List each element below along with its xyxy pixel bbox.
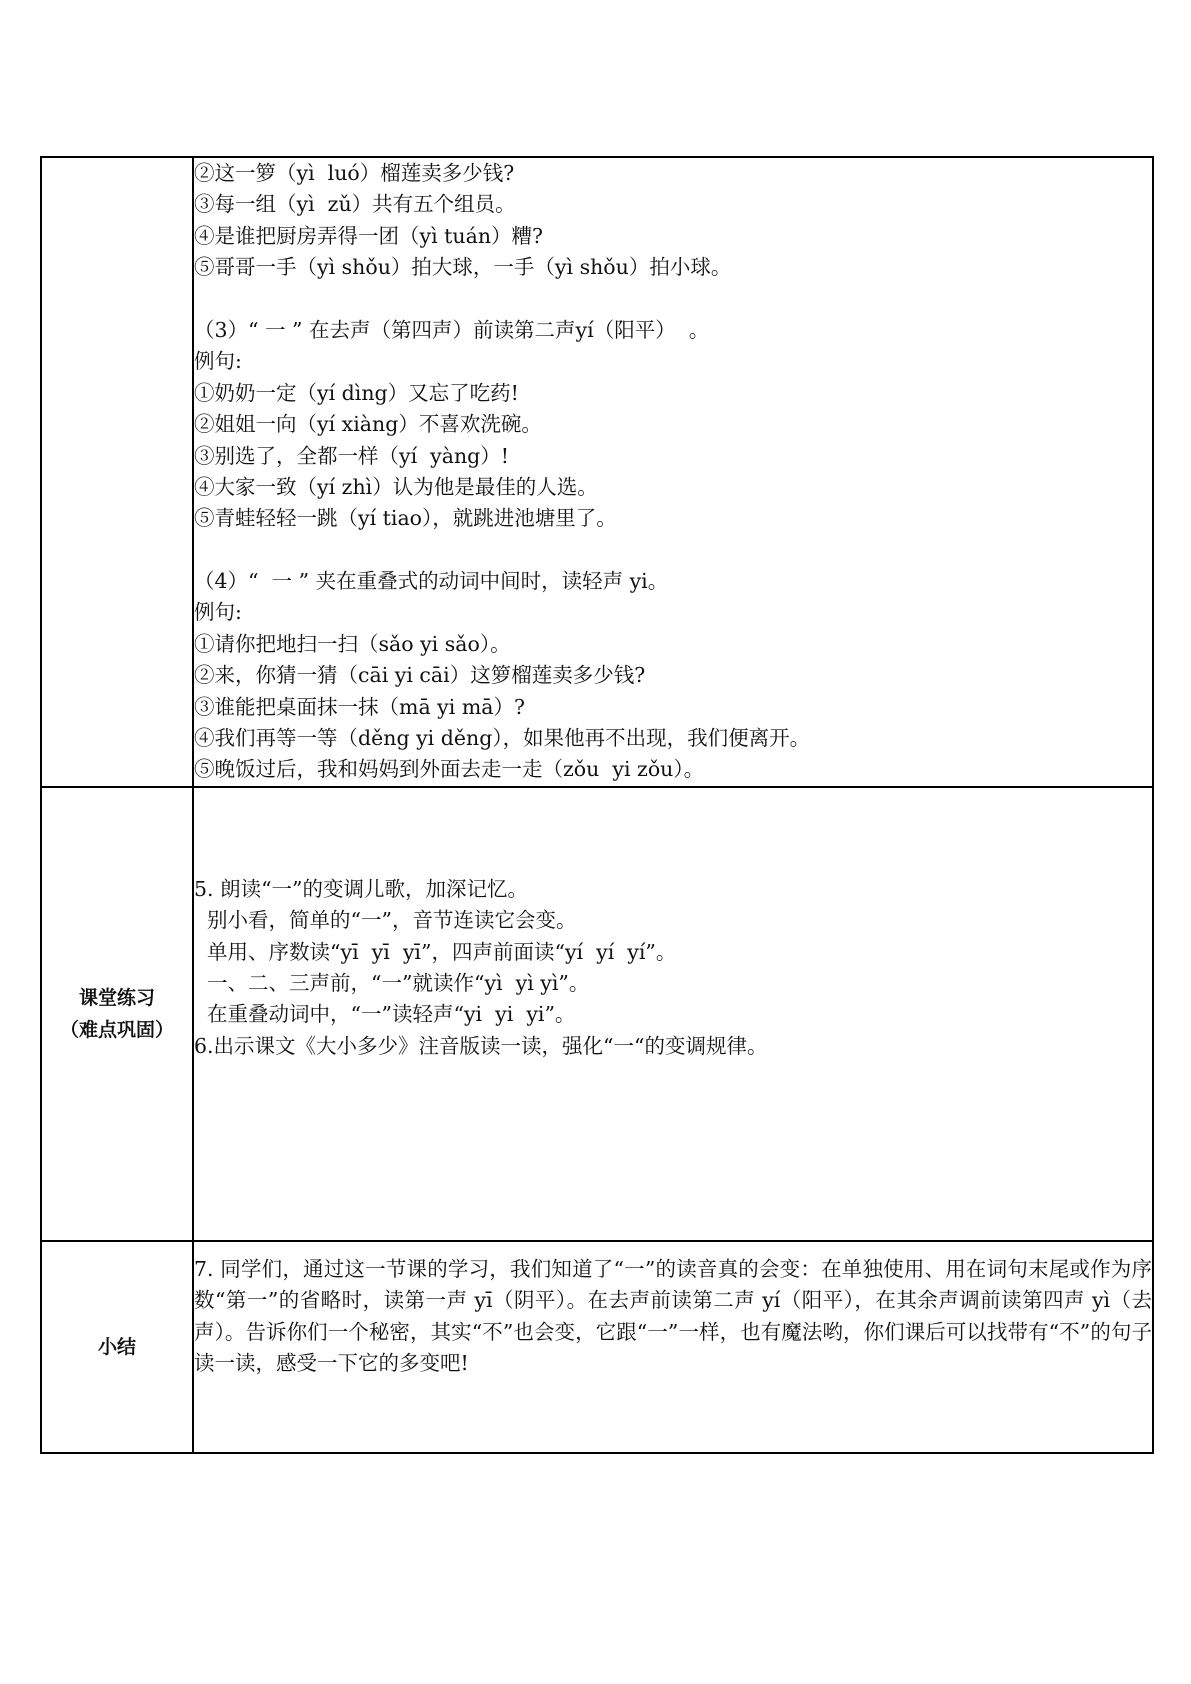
practice-sublabel: （难点巩固） (59, 1018, 174, 1041)
example-line: ①请你把地扫一扫（sǎo yi sǎo）。 (194, 631, 511, 656)
example-line: ④我们再等一等（děng yi děng），如果他再不出现，我们便离开。 (194, 726, 811, 751)
example-line: ①奶奶一定（yí dìng）又忘了吃药! (194, 380, 519, 405)
summary-label: 小结 (97, 1335, 136, 1358)
table-row-examples (41, 157, 1153, 787)
rhyme-line: 在重叠动词中，“一”读轻声“yi yi yi”。 (194, 1002, 576, 1027)
example-line: ②姐姐一向（yí xiàng）不喜欢洗碗。 (194, 412, 542, 437)
example-line: ③别选了，全都一样（yí yàng）! (194, 443, 510, 468)
examples-cell (193, 157, 1153, 787)
example-line: ④大家一致（yí zhì）认为他是最佳的人选。 (194, 474, 598, 499)
rule-heading: （3）“ 一 ” 在去声（第四声）前读第二声yí（阳平） 。 (194, 317, 710, 342)
rhyme-line: 单用、序数读“yī yī yī”，四声前面读“yí yí yí”。 (194, 939, 677, 964)
blank-line (194, 535, 1152, 566)
rule-heading: （4）“ 一 ” 夹在重叠式的动词中间时，读轻声 yi。 (194, 569, 669, 594)
summary-cell (193, 1241, 1153, 1453)
practice-cell (193, 787, 1153, 1241)
summary-label-cell (41, 1241, 193, 1453)
summary-paragraph: 7. 同学们，通过这一节课的学习，我们知道了“一”的读音真的会变：在单独使用、用在词句末尾或作为序数“第一”的省略时，读第一声 yī（阴平）。在去声前读第二声 yí（阳平），在其余声调前读第四声 yì（去声）。告诉你们一个秘密，其实“不”也会变，它跟“一”一样，也有魔法哟，你们课后可以找带有“不”的句子读一读，感受一下它的多变吧! (194, 1256, 1152, 1376)
example-line: ③每一组（yì zǔ）共有五个组员。 (194, 192, 516, 217)
rhyme-line: 别小看，简单的“一”，音节连读它会变。 (194, 908, 577, 933)
practice-label-cell (41, 787, 193, 1241)
example-line: ②来，你猜一猜（cāi yi cāi）这箩榴莲卖多少钱? (194, 663, 646, 688)
practice-label: 课堂练习 (78, 986, 155, 1009)
example-line: ⑤哥哥一手（yì shǒu）拍大球，一手（yì shǒu）拍小球。 (194, 255, 732, 280)
example-line: ⑤青蛙轻轻一跳（yí tiao），就跳进池塘里了。 (194, 506, 617, 531)
lesson-table (40, 156, 1154, 1454)
blank-line (194, 284, 1152, 315)
practice-line: 6.出示课文《大小多少》注音版读一读，强化“一“的变调规律。 (194, 1033, 768, 1058)
table-row-practice (41, 787, 1153, 1241)
example-label: 例句: (194, 349, 242, 374)
example-line: ③谁能把桌面抹一抹（mā yi mā）? (194, 694, 525, 719)
example-line: ④是谁把厨房弄得一团（yì tuán）糟? (194, 223, 544, 248)
practice-line: 5. 朗读“一”的变调儿歌，加深记忆。 (194, 876, 529, 901)
example-line: ②这一箩（yì luó）榴莲卖多少钱? (194, 161, 515, 185)
empty-label-cell (41, 157, 193, 787)
example-label: 例句: (194, 600, 242, 625)
rhyme-line: 一、二、三声前，“一”就读作“yì yì yì”。 (194, 970, 590, 995)
example-line: ⑤晚饭过后，我和妈妈到外面去走一走（zǒu yi zǒu）。 (194, 757, 705, 782)
table-row-summary (41, 1241, 1153, 1453)
